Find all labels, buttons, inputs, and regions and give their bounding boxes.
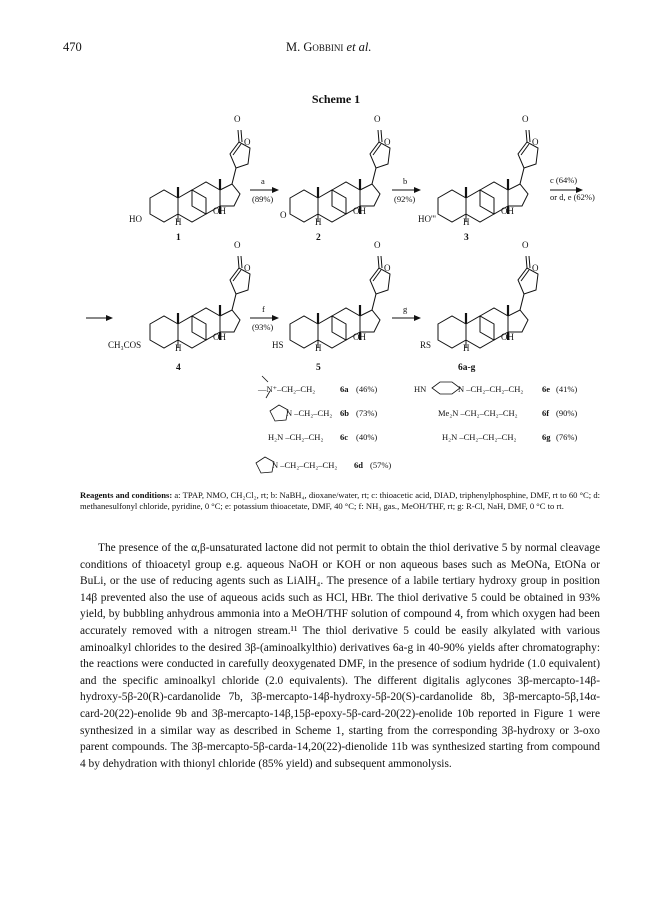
arrow-c xyxy=(550,175,595,202)
arrow-f-yield: (93%) xyxy=(252,322,274,332)
amine-6f-label: 6f xyxy=(542,408,550,418)
arrow-f xyxy=(250,304,278,332)
amine-6c-yield: (40%) xyxy=(356,432,378,442)
amine-6f-formula: Me₂N –CH₂–CH₂–CH₂ xyxy=(438,408,518,418)
compound-number: 1 xyxy=(176,233,181,243)
arrow-b-yield: (92%) xyxy=(394,194,416,204)
hydroxyl-label: OH xyxy=(213,332,226,342)
compound-2 xyxy=(280,114,391,243)
reagents-text: a: TPAP, NMO, CH₂Cl₂, rt; b: NaBH₄, dioxane/water, rt; c: thioacetic acid, DIAD, triphenylphosphine, DMF, rt to 60 °C; d: methanesulfonyl chloride, pyridine, 0 °C; e: potassium thioacetate, DMF, 40 °C; f: NH₃ gas., MeOH/THF, rt; g: R-Cl, NaH, DMF, 0 °C to rt. xyxy=(80,490,601,511)
amine-6c-formula: H₂N –CH₂–CH₂ xyxy=(268,432,324,442)
amine-6b-yield: (73%) xyxy=(356,408,378,418)
compound-3 xyxy=(418,114,539,243)
compound-6 xyxy=(420,240,539,373)
c3-substituent-label: HO''' xyxy=(418,214,436,224)
amine-6d xyxy=(256,457,391,473)
lactone-oxygen-label: O xyxy=(374,240,381,250)
amine-6a xyxy=(257,376,377,398)
lactone-oxygen-label: O xyxy=(374,114,381,124)
amine-6d-yield: (57%) xyxy=(370,460,392,470)
amine-6b-formula: N –CH₂–CH₂ xyxy=(286,408,333,418)
running-header-suffix: et al. xyxy=(346,40,372,54)
reagents-heading: Reagents and conditions: xyxy=(80,490,173,500)
amine-6g xyxy=(442,432,577,442)
compound-number: 4 xyxy=(176,363,181,373)
amine-6c xyxy=(268,432,377,442)
ring-oxygen-label: O xyxy=(244,263,251,273)
hydroxyl-label: OH xyxy=(213,206,226,216)
amine-6b-label: 6b xyxy=(340,408,349,418)
compound-4 xyxy=(108,240,251,373)
amine-6g-formula: H₂N –CH₂–CH₂–CH₂ xyxy=(442,432,517,442)
ring-oxygen-label: O xyxy=(384,263,391,273)
hydrogen-label: H xyxy=(315,343,322,353)
hydrogen-label: H xyxy=(463,217,470,227)
body-paragraph: The presence of the α,β-unsaturated lactone did not permit to obtain the thiol derivative 5 by normal cleavage conditions of thioacetyl group e.g. aqueous NaOH or KOH or non aqueous bases such as MeONa, EtONa or BuLi, or the use of reducing agents such as LiAlH₄. The presence of a labile tertiary hydroxy group in position 14β prevented also the use of aqueous acids such as HCl, HBr. The thiol derivative 5 could be obtained in 93% yield, by bubbling anhydrous ammonia into a MeOH/THF solution of compound 4, from which oxygen had been accurately removed with a nitrogen stream.¹¹ The thiol derivative 5 could be easily alkylated with various aminoalkyl chlorides to the desired 3β-(aminoalkylthio) derivatives 6a-g in 40-90% yields after chromatography: the reactions were conducted in carefully deoxygenated DMF, in the presence of sodium hydride (1.0 equivalent) and the specific aminoalkyl chloride (2.0 equivalents). The different digitalis aglycones 3β-mercapto-14β-hydroxy-5β-20(R)-cardanolide 7b, 3β-mercapto-14β-hydroxy-5β-20(S)-cardanolide 8b, 3β-mercapto-5β,14α-card-20(22)-enolide 9b and 3β-mercapto-14β,15β-epoxy-5β-card-20(22)-enolide 10b reported in Figure 1 were synthesized in a similar way as described in Scheme 1, starting from the corresponding 3β-hydroxy or 3-oxo parent compounds. The 3β-mercapto-5β-carda-14,20(22)-dienolide 11b was synthesized starting from compound 4 by dehydration with thionyl chloride (85% yield) and subsequent ammonolysis. xyxy=(80,542,600,770)
hydroxyl-label: OH xyxy=(353,332,366,342)
compound-number: 3 xyxy=(464,233,469,243)
scheme-title: Scheme 1 xyxy=(311,92,361,106)
hydrogen-label: H xyxy=(175,217,182,227)
reagents-and-conditions xyxy=(80,490,600,512)
amine-6a-label: 6a xyxy=(340,384,349,394)
arrow-a-letter: a xyxy=(261,176,265,186)
arrow-b-letter: b xyxy=(403,176,408,186)
running-header-author: M. Gobbini xyxy=(286,40,344,54)
c3-substituent-label: HO xyxy=(129,214,142,224)
arrow-f-letter: f xyxy=(262,304,265,314)
amine-6f-yield: (90%) xyxy=(556,408,578,418)
amine-6e-prefix: HN xyxy=(414,384,427,394)
ring-oxygen-label: O xyxy=(384,137,391,147)
amine-6d-label: 6d xyxy=(354,460,363,470)
c3-substituent-label: HS xyxy=(272,340,284,350)
c3-substituent-label: CH₃COS xyxy=(108,340,142,350)
amine-6d-formula: N –CH₂–CH₂–CH₂ xyxy=(272,460,338,470)
lactone-oxygen-label: O xyxy=(522,240,529,250)
arrow-c-line2: or d, e (62%) xyxy=(550,192,595,202)
hydrogen-label: H xyxy=(315,217,322,227)
amine-6f xyxy=(438,408,577,418)
arrow-c-line1: c (64%) xyxy=(550,175,578,185)
compound-5 xyxy=(272,240,391,373)
lactone-oxygen-label: O xyxy=(522,114,529,124)
amine-6e-label: 6e xyxy=(542,384,551,394)
compound-number: 2 xyxy=(316,233,321,243)
amine-6a-formula: —N⁺–CH₂–CH₂ xyxy=(258,384,316,394)
amine-6e-yield: (41%) xyxy=(556,384,578,394)
arrow-a-yield: (89%) xyxy=(252,194,274,204)
c3-substituent-label: O xyxy=(280,210,287,220)
amine-6g-yield: (76%) xyxy=(556,432,578,442)
amine-6c-label: 6c xyxy=(340,432,349,442)
hydroxyl-label: OH xyxy=(353,206,366,216)
amine-6g-label: 6g xyxy=(542,432,551,442)
hydroxyl-label: OH xyxy=(501,206,514,216)
amine-6a-yield: (46%) xyxy=(356,384,378,394)
compound-number: 6a-g xyxy=(458,363,476,373)
arrow-b xyxy=(392,176,420,204)
amine-6e xyxy=(414,382,577,394)
amine-6b xyxy=(270,405,377,421)
compound-number: 5 xyxy=(316,363,321,373)
body-text xyxy=(80,540,600,772)
compound-1 xyxy=(129,114,251,243)
lactone-oxygen-label: O xyxy=(234,114,241,124)
c3-substituent-label: RS xyxy=(420,340,432,350)
lactone-oxygen-label: O xyxy=(234,240,241,250)
hydrogen-label: H xyxy=(175,343,182,353)
arrow-a xyxy=(250,176,278,204)
arrow-g xyxy=(392,304,420,318)
amine-6e-formula: N –CH₂–CH₂–CH₂ xyxy=(458,384,524,394)
page-number: 470 xyxy=(63,40,82,54)
ring-oxygen-label: O xyxy=(532,137,539,147)
ring-oxygen-label: O xyxy=(244,137,251,147)
hydrogen-label: H xyxy=(463,343,470,353)
arrow-g-letter: g xyxy=(403,304,408,314)
ring-oxygen-label: O xyxy=(532,263,539,273)
hydroxyl-label: OH xyxy=(501,332,514,342)
